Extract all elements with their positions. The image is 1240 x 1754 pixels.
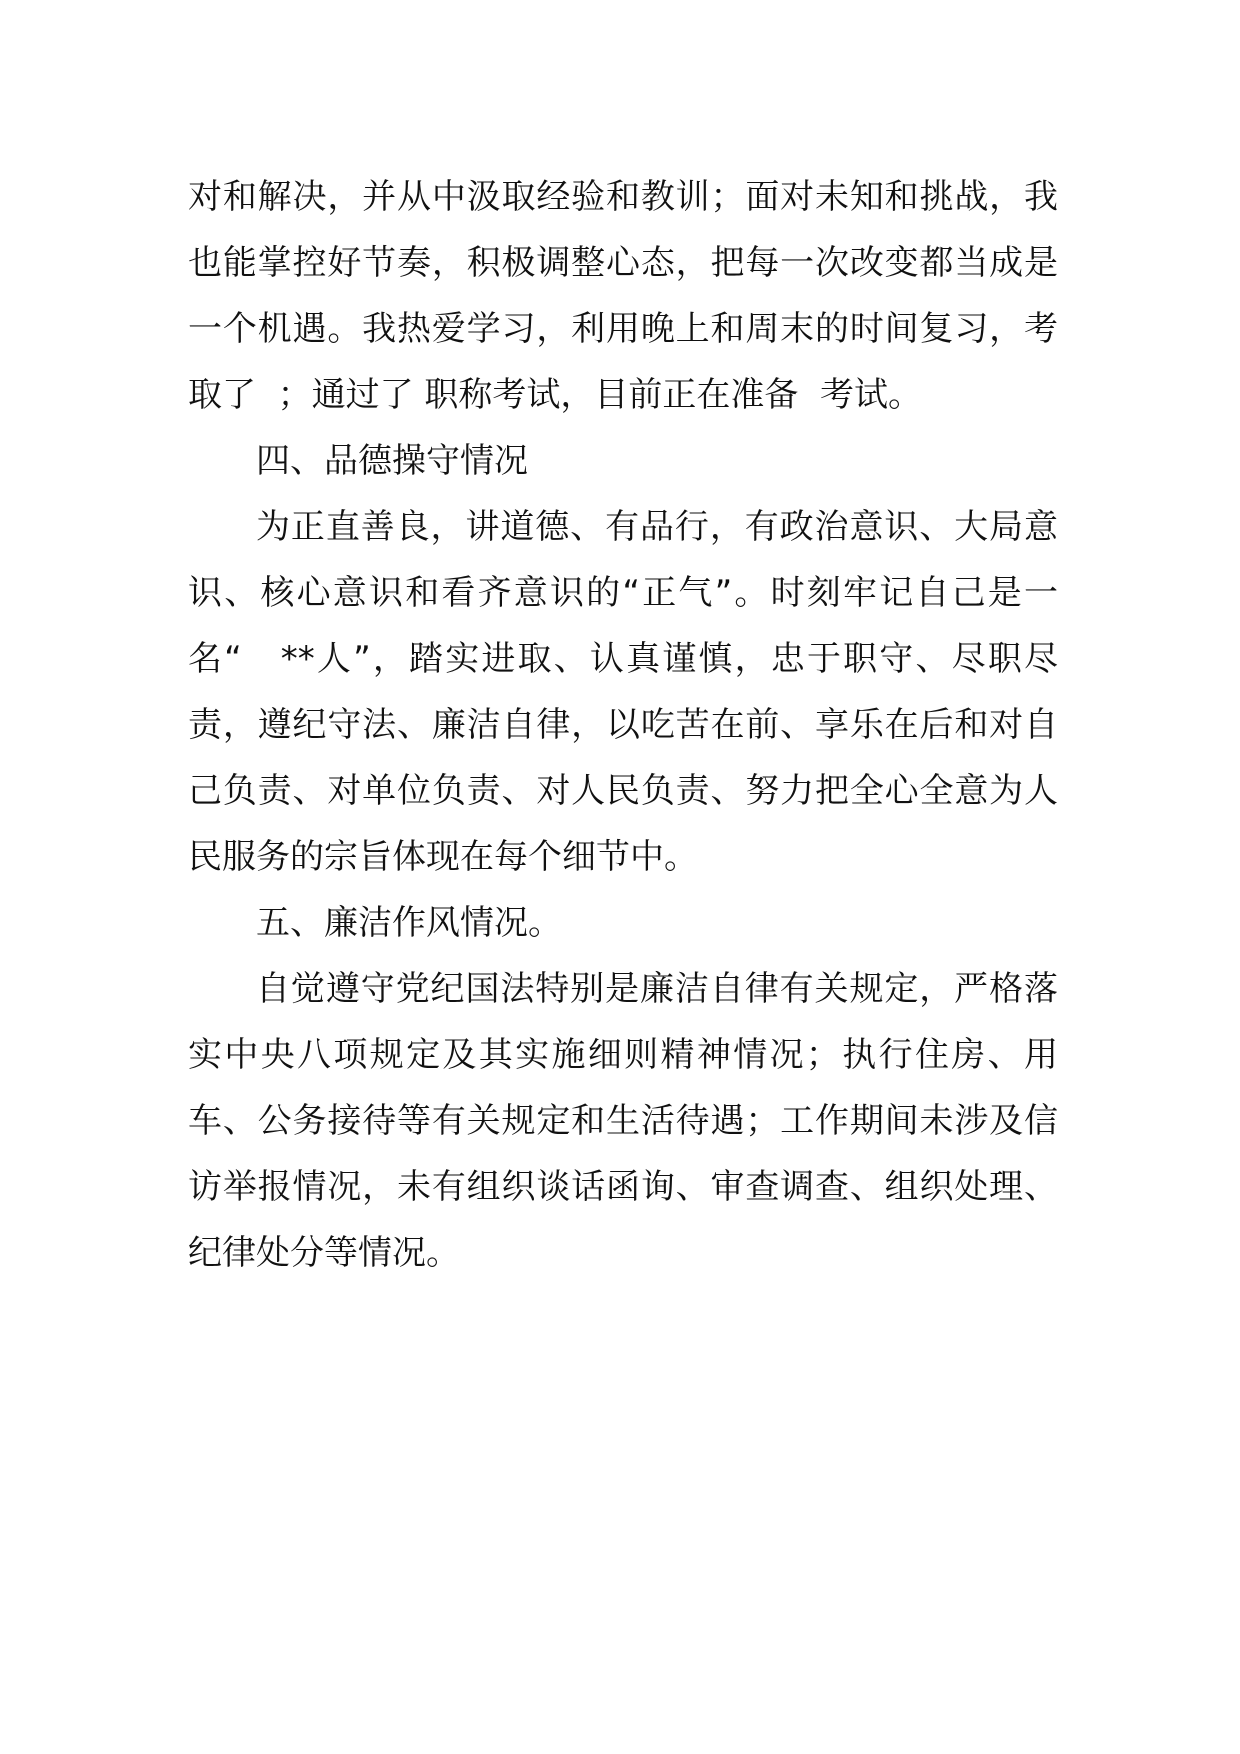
text-line: 取了 ；通过了 职称考试，目前正在准备 考试。 [188,375,923,415]
section-heading: 四、品德操守情况 [256,441,528,481]
text-line: 一个机遇。我热爱学习，利用晚上和周末的时间复习，考 [188,309,1058,349]
text-line: 己负责、对单位负责、对人民负责、努力把全心全意为人 [188,771,1058,811]
text-line: 纪律处分等情况。 [188,1233,460,1273]
text-line: 对和解决，并从中汲取经验和教训；面对未知和挑战，我 [188,177,1058,217]
text-line: 责，遵纪守法、廉洁自律，以吃苦在前、享乐在后和对自 [188,705,1058,745]
text-line: 自觉遵守党纪国法特别是廉洁自律有关规定，严格落 [256,969,1058,1009]
text-line: 识、核心意识和看齐意识的“正气”。时刻牢记自己是一 [188,573,1058,613]
text-line: 也能掌控好节奏，积极调整心态，把每一次改变都当成是 [188,243,1058,283]
text-line: 民服务的宗旨体现在每个细节中。 [188,837,698,877]
text-line: 为正直善良，讲道德、有品行，有政治意识、大局意 [256,507,1058,547]
text-line: 实中央八项规定及其实施细则精神情况；执行住房、用 [188,1035,1058,1075]
section-heading: 五、廉洁作风情况。 [256,903,562,943]
text-line: 访举报情况，未有组织谈话函询、审查调查、组织处理、 [188,1167,1058,1207]
text-line: 车、公务接待等有关规定和生活待遇；工作期间未涉及信 [188,1101,1058,1141]
text-line: 名“ **人”，踏实进取、认真谨慎，忠于职守、尽职尽 [188,639,1058,679]
